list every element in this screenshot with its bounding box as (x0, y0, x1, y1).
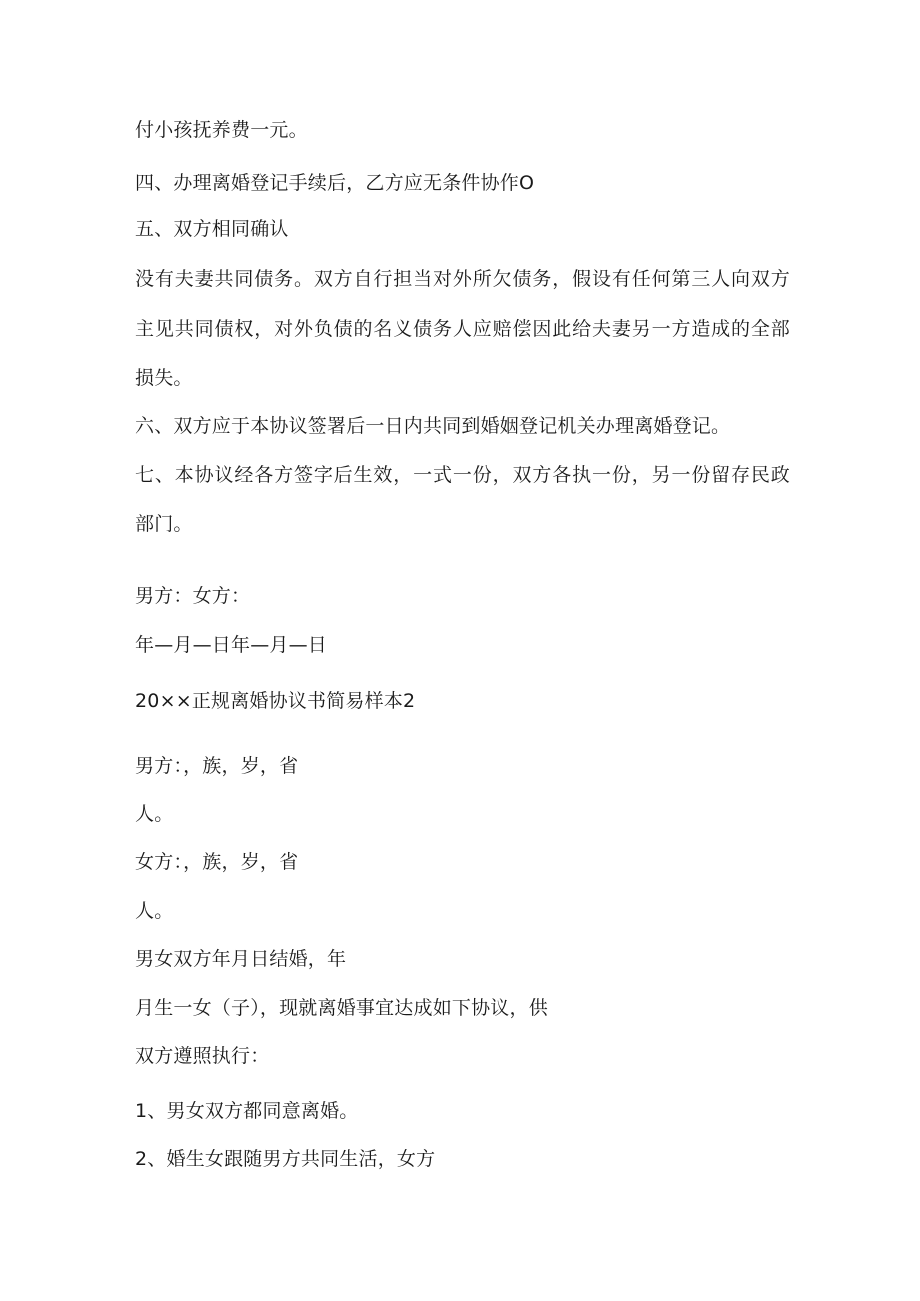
paragraph-line: 部门。 (135, 513, 193, 535)
signature-line: 男方：女方： (135, 585, 251, 607)
section-title: 20××正规离婚协议书简易样本2 (135, 690, 416, 712)
paragraph-line: 主见共同债权，对外负债的名义债务人应赔偿因此给夫妻另一方造成的全部 (135, 318, 790, 340)
party-line: 男方：，族，岁，省 (135, 755, 299, 777)
paragraph-line: 损失。 (135, 367, 193, 389)
clause-four: 四、办理离婚登记手续后，乙方应无条件协作O (135, 172, 535, 194)
paragraph-line: 人。 (135, 900, 174, 922)
paragraph-line: 付小孩抚养费一元。 (135, 119, 308, 141)
numbered-item: 2、婚生女跟随男方共同生活，女方 (135, 1148, 436, 1170)
paragraph-line: 没有夫妻共同债务。双方自行担当对外所欠债务，假设有任何第三人向双方 (135, 268, 790, 290)
numbered-item: 1、男女双方都同意离婚。 (135, 1100, 359, 1122)
clause-six: 六、双方应于本协议签署后一日内共同到婚姻登记机关办理离婚登记。 (135, 415, 731, 437)
paragraph-line: 人。 (135, 803, 174, 825)
paragraph-line: 月生一女（子），现就离婚事宜达成如下协议，供 (135, 997, 548, 1019)
party-line: 女方：，族，岁，省 (135, 851, 299, 873)
paragraph-line: 双方遵照执行： (135, 1045, 270, 1067)
date-line: 年—月—日年—月—日 (135, 634, 328, 656)
clause-seven: 七、本协议经各方签字后生效，一式一份，双方各执一份，另一份留存民政 (135, 464, 790, 486)
paragraph-line: 男女双方年月日结婚，年 (135, 948, 347, 970)
clause-five-heading: 五、双方相同确认 (135, 218, 289, 240)
